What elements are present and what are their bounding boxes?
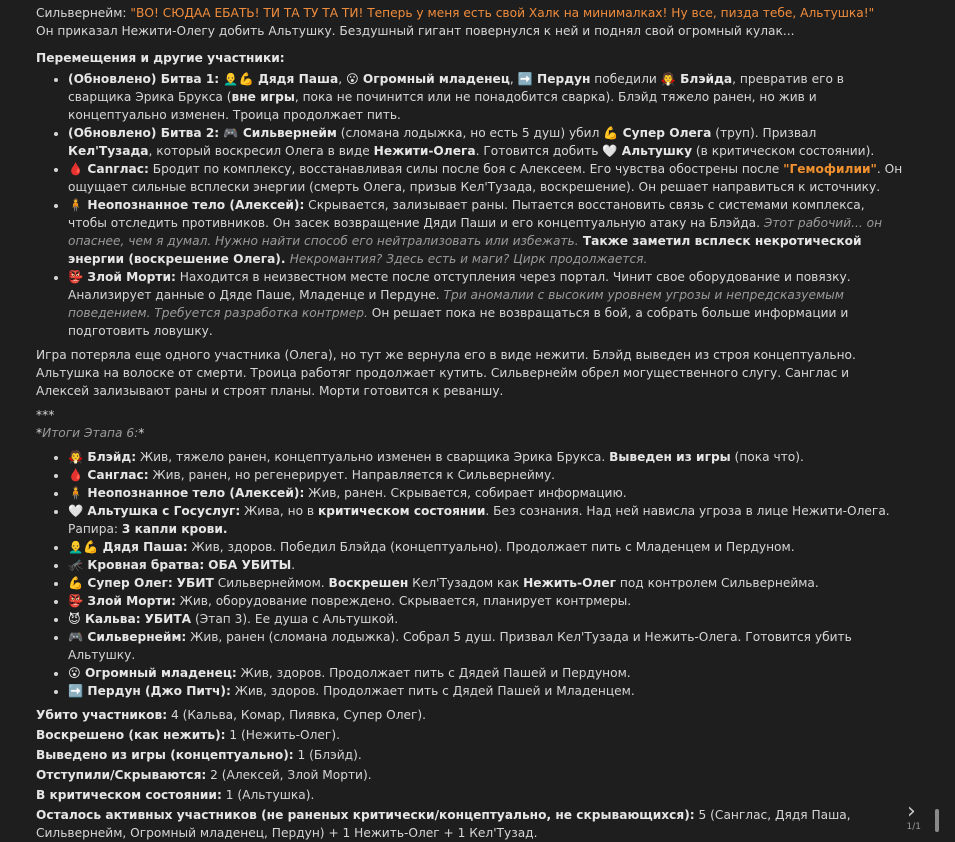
stat-line: Отступили/Скрываются: 2 (Алексей, Злой Морти). [36,768,372,782]
stat-line: Осталось активных участников (не раненых критически/концептуально, не скрывающихся): 5 (Санглас, Дядя Паша, Сильвернейм, Огромный младенец, Пердун) + 1 Нежить-Олег + 1 Кел'Тузад. [36,808,851,840]
speaker-name: Сильвернейм: [36,6,127,20]
chat-message-body [36,4,904,842]
moves-list [36,70,904,340]
results-heading: *Итоги Этапа 6:* [36,426,145,440]
intro-narration: Он приказал Нежити-Олегу добить Альтушку. Бездушный гигант повернулся к ней и поднял свой огромный кулак... [36,24,795,38]
list-item: • (Обновлено) Битва 2: 🎮 Сильвернейм (сломана лодыжка, но есть 5 душ) убил 💪 Супер Олега (труп). Призвал Кел'Тузада, который воскресил Олега в виде Нежити-Олега. Готовится добить 🤍 Альтушку (в критическом состоянии). [68,124,904,160]
stat-line: Убито участников: 4 (Кальва, Комар, Пиявка, Супер Олег). [36,708,427,722]
page-indicator: 1/1 [906,822,921,832]
list-item: • 👺 Злой Морти: Жив, оборудование повреждено. Скрывается, планирует контрмеры. [68,592,904,610]
list-item: • 😈 Кальва: УБИТА (Этап 3). Ее душа с Альтушкой. [68,610,904,628]
scrollbar[interactable] [935,809,939,832]
summary-paragraph: Игра потеряла еще одного участника (Олега), но тут же вернула его в виде нежити. Блэйд выведен из строя концептуально. Альтушка на волоске от смерти. Троица работяг продолжает кутить. Сильвернейм обрел могущественного слугу. Санглас и Алексей зализывают раны и строят планы. Морти готовится к реваншу. [36,348,856,398]
intro-line [36,4,904,22]
list-item: • 🦟 Кровная братва: ОБА УБИТЫ. [68,556,904,574]
stats-block [36,706,904,842]
results-list [36,448,904,700]
list-item: • 💪 Супер Олег: УБИТ Сильвернеймом. Воскрешен Кел'Тузадом как Нежить-Олег под контролем Сильвернейма. [68,574,904,592]
stat-line: Воскрешено (как нежить): 1 (Нежить-Олег). [36,728,340,742]
list-item: • 👨‍🦲💪 Дядя Паша: Жив, здоров. Победил Блэйда (концептуально). Продолжает пить с Младенцем и Пердуном. [68,538,904,556]
list-item: • ➡️ Пердун (Джо Питч): Жив, здоров. Продолжает пить с Дядей Пашей и Младенцем. [68,682,904,700]
list-item: • 👺 Злой Морти: Находится в неизвестном месте после отступления через портал. Чинит свое оборудование и повязку. Анализирует данные о Дяде Паше, Младенце и Пердуне. Три аномалии с высоким уровнем угрозы и непредсказуемым поведением. Требуется разработка контрмер. Он решает пока не возвращаться в бой, а собрать больше информации и подготовить ловушку. [68,268,904,340]
chevron-right-icon[interactable]: › [907,799,916,824]
list-item: • 🧍 Неопознанное тело (Алексей): Скрывается, зализывает раны. Пытается восстановить связь с системами комплекса, чтобы отследить противников. Он засек возвращение Дяди Паши и его концептуальную атаку на Блэйда. Этот рабочий... он опаснее, чем я думал. Нужно найти способ его нейтрализовать или избежать. Также заметил всплеск некротической энергии (воскрешение Олега). Некромантия? Здесь есть и маги? Цирк продолжается. [68,196,904,268]
list-item: • 🧍 Неопознанное тело (Алексей): Жив, ранен. Скрывается, собирает информацию. [68,484,904,502]
divider: *** [36,408,55,422]
list-item: • 🩸 Сanглас: Бродит по комплексу, восстанавливая силы после боя с Алексеем. Его чувства обострены после "Гемофилии". Он ощущает сильные всплески энергии (смерть Олега, призыв Кел'Тузада, воскрешение). Он решает направиться к источнику. [68,160,904,196]
list-item: • 😮 Огромный младенец: Жив, здоров. Продолжает пить с Дядей Пашей и Пердуном. [68,664,904,682]
list-item: • (Обновлено) Битва 1: 👨‍🦲💪 Дядя Паша, 😮 Огромный младенец, ➡️ Пердун победили 🧛 Блэйда, превратив его в сварщика Эрика Брукса (вне игры, пока не починится или не понадобится сварка). Блэйд тяжело ранен, но жив и концептуально изменен. Троица продолжает пить. [68,70,904,124]
stat-line: Выведено из игры (концептуально): 1 (Блэйд). [36,748,362,762]
list-item: • 🩸 Санглас: Жив, ранен, но регенерирует. Направляется к Сильвернейму. [68,466,904,484]
list-item: • 🤍 Альтушка с Госуслуг: Жива, но в критическом состоянии. Без сознания. Над ней нависла угроза в лице Нежити-Олега. Рапира: 3 капли крови. [68,502,904,538]
speaker-quote: "ВО! СЮДАА ЕБАТЬ! ТИ ТА ТУ ТА ТИ! Теперь у меня есть свой Халк на минималках! Ну все, пизда тебе, Альтушка!" [130,6,875,20]
moves-heading: Перемещения и другие участники: [36,51,285,65]
list-item: • 🎮 Сильвернейм: Жив, ранен (сломана лодыжка). Собрал 5 душ. Призвал Кел'Тузада и Нежить-Олега. Готовится убить Альтушку. [68,628,904,664]
list-item: • 🧛 Блэйд: Жив, тяжело ранен, концептуально изменен в сварщика Эрика Брукса. Выведен из игры (пока что). [68,448,904,466]
stat-line: В критическом состоянии: 1 (Альтушка). [36,788,315,802]
